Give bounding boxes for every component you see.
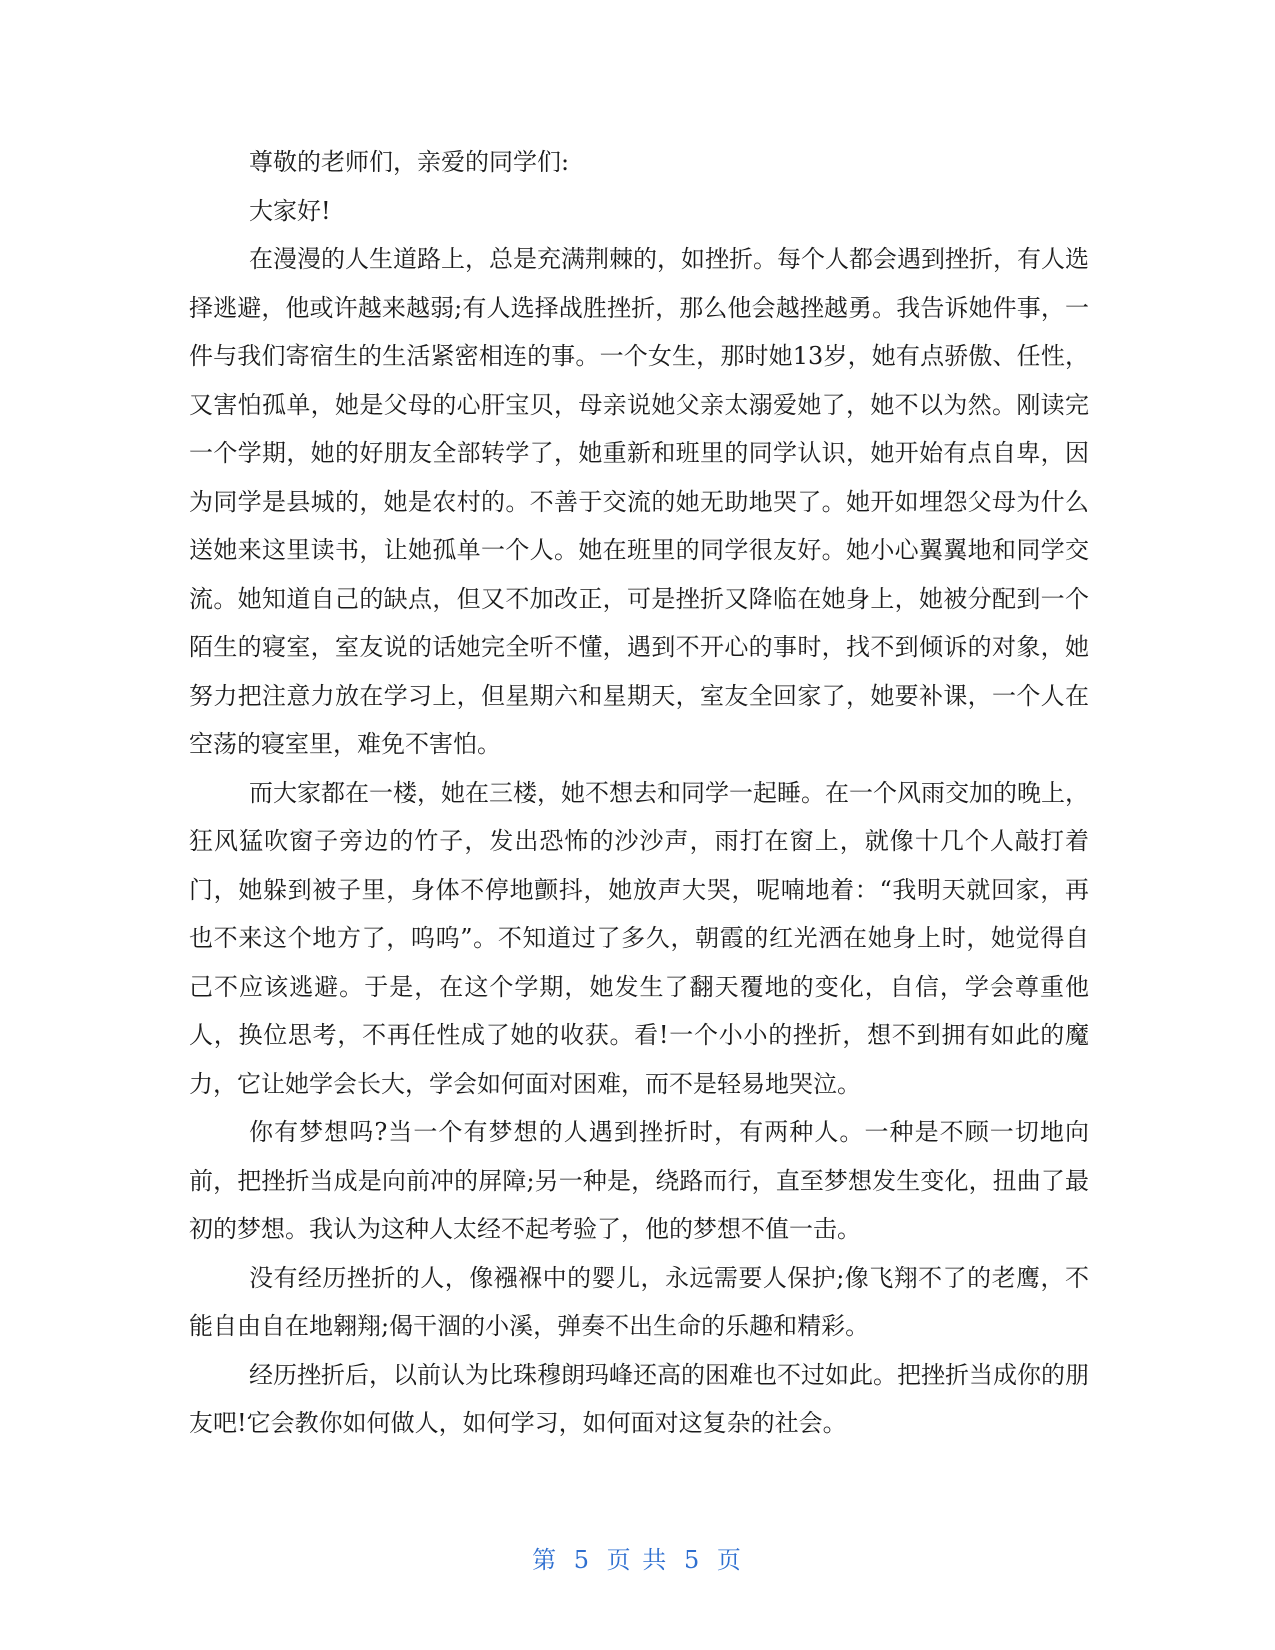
page-label-prefix: 第 (532, 1546, 559, 1574)
greeting: 大家好! (249, 196, 331, 225)
page-label-middle: 页 共 (606, 1546, 669, 1574)
salutation: 尊敬的老师们，亲爱的同学们: (249, 148, 570, 176)
body-paragraph: 你有梦想吗?当一个有梦想的人遇到挫折时，有两种人。一种是不顾一切地向前，把挫折当成是向前冲的屏障;另一种是，绕路而行，直至梦想发生变化，扭曲了最初的梦想。我认为这种人太经不起考验了，他的梦想不值一击。 (189, 1118, 1089, 1243)
body-paragraph: 经历挫折后，以前认为比珠穆朗玛峰还高的困难也不过如此。把挫折当成你的朋友吧!它会教你如何做人，如何学习，如何面对这复杂的社会。 (189, 1360, 1089, 1437)
body-paragraph: 在漫漫的人生道路上，总是充满荆棘的，如挫折。每个人都会遇到挫折，有人选择逃避，他或许越来越弱;有人选择战胜挫折，那么他会越挫越勇。我告诉她件事，一件与我们寄宿生的生活紧密相连的事。一个女生，那时她13岁，她有点骄傲、任性，又害怕孤单，她是父母的心肝宝贝，母亲说她父亲太溺爱她了，她不以为然。刚读完一个学期，她的好朋友全部转学了，她重新和班里的同学认识，她开始有点自卑，因为同学是县城的，她是农村的。不善于交流的她无助地哭了。她开如埋怨父母为什么送她来这里读书，让她孤单一个人。她在班里的同学很友好。她小心翼翼地和同学交流。她知道自己的缺点，但又不加改正，可是挫折又降临在她身上，她被分配到一个陌生的寝室，室友说的话她完全听不懂，遇到不开心的事时，找不到倾诉的对象，她努力把注意力放在学习上，但星期六和星期天，室友全回家了，她要补课，一个人在空荡的寝室里，难免不害怕。 (189, 245, 1089, 758)
total-page-number: 5 (683, 1546, 702, 1574)
page-footer (0, 1540, 1275, 1575)
body-paragraph: 没有经历挫折的人，像襁褓中的婴儿，永远需要人保护;像飞翔不了的老鹰，不能自由自在地翱翔;偈干涸的小溪，弹奏不出生命的乐趣和精彩。 (189, 1263, 1089, 1340)
page-label-suffix: 页 (716, 1546, 743, 1574)
body-paragraph: 而大家都在一楼，她在三楼，她不想去和同学一起睡。在一个风雨交加的晚上，狂风猛吹窗子旁边的竹子，发出恐怖的沙沙声，雨打在窗上，就像十几个人敲打着门，她躲到被子里，身体不停地颤抖，她放声大哭，呢喃地着：“我明天就回家，再也不来这个地方了，呜呜”。不知道过了多久，朝霞的红光洒在她身上时，她觉得自己不应该逃避。于是，在这个学期，她发生了翻天覆地的变化，自信，学会尊重他人，换位思考，不再任性成了她的收获。看!一个小小的挫折，想不到拥有如此的魔力，它让她学会长大，学会如何面对困难，而不是轻易地哭泣。 (189, 778, 1089, 1098)
document-body (189, 138, 1089, 1448)
current-page-number: 5 (573, 1546, 592, 1574)
